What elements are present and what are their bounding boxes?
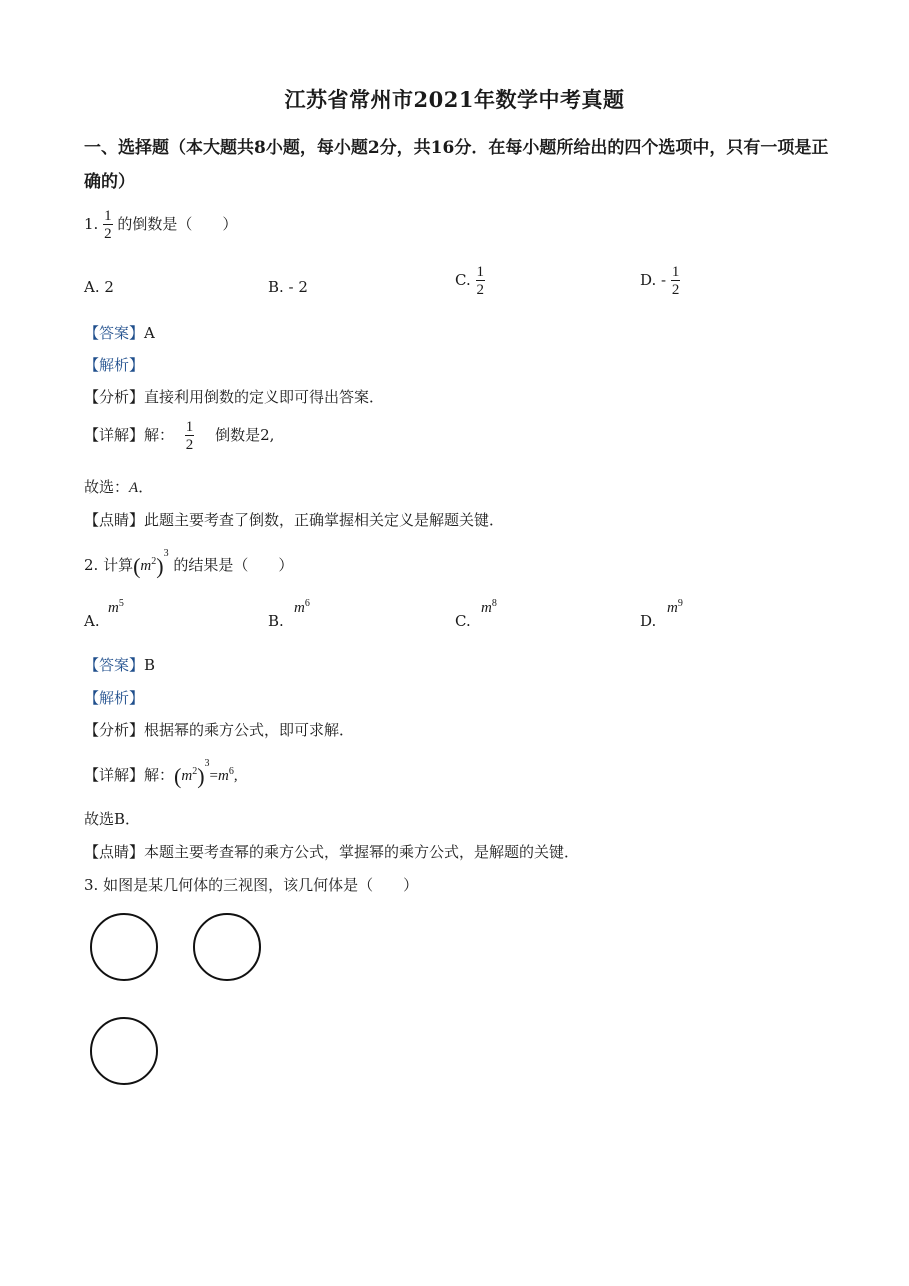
q2-detail-result-exp: 6 — [228, 766, 234, 777]
q1-option-d-fraction — [671, 264, 681, 298]
q1-detail-suffix: 倒数是2, — [215, 426, 275, 444]
q2-option-c-base: m — [481, 600, 492, 616]
q2-option-d-base: m — [667, 600, 678, 616]
q2-option-b-label: B. — [268, 612, 284, 630]
q1-analysis-tag: 【解析】 — [84, 356, 145, 374]
q1-choice-letter: A — [129, 480, 139, 496]
q2-answer-value: B — [144, 656, 156, 674]
q2-detail-prefix: 【详解】解： — [84, 766, 175, 784]
q1-stem-text: 的倒数是（ ） — [117, 215, 238, 233]
q2-answer-tag: 【答案】 — [84, 656, 145, 674]
q2-option-b-base: m — [294, 600, 305, 616]
q2-fenxi: 【分析】根据幂的乘方公式，即可求解． — [84, 721, 355, 739]
q2-option-b-exp: 6 — [304, 598, 310, 609]
q2-choice: 故选B． — [84, 810, 141, 828]
q2-stem-text: 的结果是（ ） — [173, 556, 294, 574]
q2-inner-exp: 2 — [151, 556, 157, 567]
q1-option-c-fraction — [476, 264, 486, 298]
q2-expression: $(m^2)^3$ — [133, 548, 169, 579]
q2-option-a — [108, 598, 124, 617]
section-heading: 一、选择题（本大题共8小题，每小题2分，共16分．在每小题所给出的四个选项中，只有一项是正确的） — [84, 138, 829, 192]
q2-detail-base: m — [181, 768, 193, 784]
q1-choice-end: ． — [138, 478, 154, 496]
q1-option-d-label: D. - — [640, 271, 667, 289]
q1-answer-tag: 【答案】 — [84, 324, 145, 342]
q1-frac-den: 2 — [104, 226, 112, 242]
q2-option-c-label: C. — [455, 612, 471, 630]
q2-number: 2. 计算 — [84, 556, 134, 574]
q1-option-c — [455, 264, 485, 298]
q2-option-d — [667, 598, 683, 617]
q1-option-c-den: 2 — [476, 282, 484, 298]
q2-detail-outer-exp: 3 — [204, 758, 210, 769]
q2-option-d-label: D. — [640, 612, 657, 630]
q1-option-d-num: 1 — [671, 264, 680, 280]
side-view-circle — [193, 913, 261, 981]
q1-detail-num: 1 — [185, 419, 194, 435]
q1-fenxi: 【分析】直接利用倒数的定义即可得出答案． — [84, 388, 385, 406]
q2-option-a-exp: 5 — [118, 598, 124, 609]
q2-detail — [84, 758, 238, 790]
q2-base: m — [140, 558, 152, 574]
q3-stem: 3. 如图是某几何体的三视图，该几何体是（ ） — [84, 876, 419, 894]
q1-answer-value: A — [144, 324, 155, 342]
q2-detail-inner-exp: 2 — [192, 766, 198, 777]
q1-option-d-den: 2 — [671, 282, 680, 298]
q1-option-b: B. - 2 — [268, 278, 308, 296]
page-title: 江苏省常州市2021年数学中考真题 — [284, 87, 625, 112]
q2-option-a-label: A. — [84, 612, 100, 630]
q1-option-a: A. 2 — [84, 278, 114, 296]
q2-analysis-tag: 【解析】 — [84, 689, 145, 707]
top-view-circle — [90, 1017, 158, 1085]
q2-option-a-base: m — [108, 600, 119, 616]
q1-choice — [84, 476, 153, 497]
q2-detail-expression: $(m^2)^3=m^6$, — [174, 758, 238, 789]
q1-number: 1. — [84, 215, 99, 233]
q1-answer — [84, 322, 155, 343]
q1-frac-num: 1 — [104, 208, 112, 224]
q1-option-d — [640, 264, 680, 298]
q2-answer — [84, 654, 155, 675]
q2-option-b — [294, 598, 310, 617]
q1-detail — [84, 419, 274, 453]
q2-option-c — [481, 598, 497, 617]
q1-detail-den: 2 — [185, 437, 194, 453]
q1-stem — [84, 208, 237, 242]
q2-stem — [84, 548, 293, 580]
q2-option-d-exp: 9 — [677, 598, 683, 609]
q1-fraction — [103, 208, 113, 242]
q1-option-c-num: 1 — [476, 264, 484, 280]
q1-comment: 【点睛】此题主要考查了倒数，正确掌握相关定义是解题关键． — [84, 511, 505, 529]
front-view-circle — [90, 913, 158, 981]
q1-detail-fraction — [185, 419, 195, 453]
q2-option-c-exp: 8 — [491, 598, 497, 609]
q2-outer-exp: 3 — [163, 548, 169, 559]
q1-choice-prefix: 故选： — [84, 478, 130, 496]
q1-detail-prefix: 【详解】解： — [84, 426, 175, 444]
q2-detail-result-base: m — [217, 768, 229, 784]
q2-comment: 【点睛】本题主要考查幂的乘方公式，掌握幂的乘方公式，是解题的关键． — [84, 843, 580, 861]
q1-option-c-label: C. — [455, 271, 471, 289]
